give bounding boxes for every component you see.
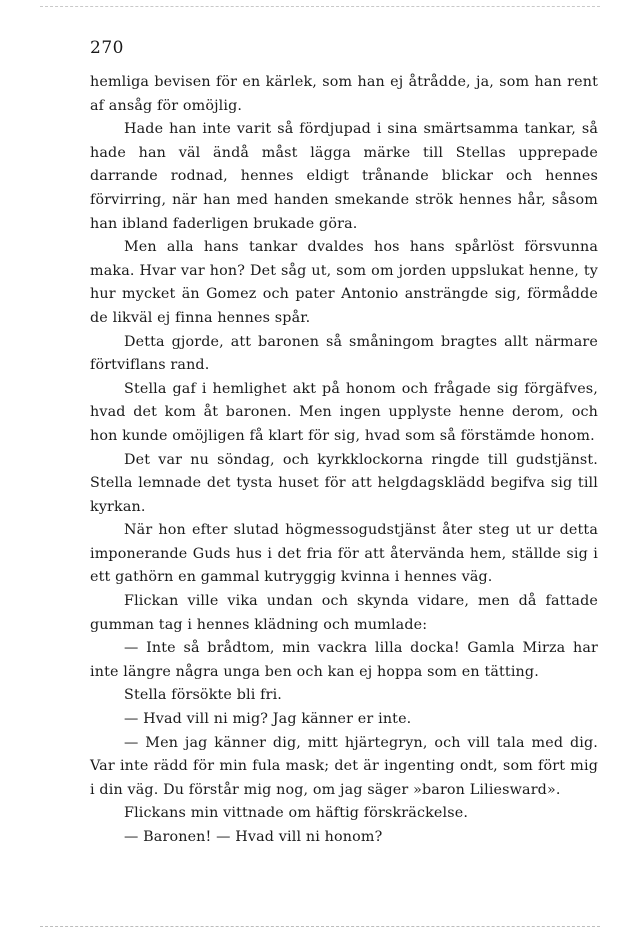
- paragraph: Flickan ville vika undan och skynda vidare, men då fattade gumman tag i hennes klädning och mumlade:: [90, 593, 598, 633]
- paragraph: Stella försökte bli fri.: [124, 687, 282, 704]
- paragraph: Detta gjorde, att baronen så småningom bragtes allt närmare förtviflans rand.: [90, 333, 598, 374]
- paragraph: Stella gaf i hemlighet akt på honom och frågade sig förgäfves, hvad det kom åt baronen. Men ingen upplyste henne derom, och hon kunde omöjligen få klart för sig, hvad som så förstämde honom.: [90, 380, 598, 444]
- paragraph: Flickans min vittnade om häftig förskräckelse.: [124, 805, 469, 822]
- paragraph: Hade han inte varit så fördjupad i sina smärtsamma tankar, så hade han väl ändå måst lägga märke till Stellas upprepade darrande rodnad, hennes eldigt trånande blickar och hennes förvirring, när han med handen smekande strök hennes hår, såsom han ibland faderligen brukade göra.: [90, 121, 598, 232]
- scan-edge-top: [40, 6, 600, 7]
- paragraph: Men alla hans tankar dvaldes hos hans spårlöst försvunna maka. Hvar var hon? Det såg ut, som om jorden uppslukat henne, ty hur mycket än Gomez och pater Antonio ansträngde sig, förmådde de likväl ej finna hennes spår.: [90, 239, 598, 326]
- body-text: [90, 71, 598, 850]
- dialogue-line: — Inte så brådtom, min vackra lilla docka! Gamla Mirza har inte längre några unga ben och kan ej hoppa som en tätting.: [90, 640, 598, 680]
- dialogue-line: — Men jag känner dig, mitt hjärtegryn, och vill tala med dig. Var inte rädd för min fula mask; det är ingenting ondt, som fört mig i din väg. Du förstår mig nog, om jag säger »baron Liliesward».: [90, 734, 598, 798]
- dialogue-line: — Baronen! — Hvad vill ni honom?: [124, 829, 383, 845]
- paragraph: När hon efter slutad högmessogudstjänst åter steg ut ur detta imponerande Guds hus i det fria för att återvända hem, ställde sig i ett gathörn en gammal kutryggig kvinna i hennes väg.: [90, 522, 598, 586]
- paragraph: Det var nu söndag, och kyrkklockorna ringde till gudstjänst. Stella lemnade det tysta huset för att helgdagsklädd begifva sig till kyrkan.: [90, 451, 598, 515]
- page-number: 270: [90, 38, 124, 58]
- paragraph: hemliga bevisen för en kärlek, som han ej åtrådde, ja, som han rent af ansåg för omöjlig.: [90, 74, 598, 114]
- dialogue-line: — Hvad vill ni mig? Jag känner er inte.: [124, 711, 412, 728]
- scan-edge-bottom: [40, 926, 600, 927]
